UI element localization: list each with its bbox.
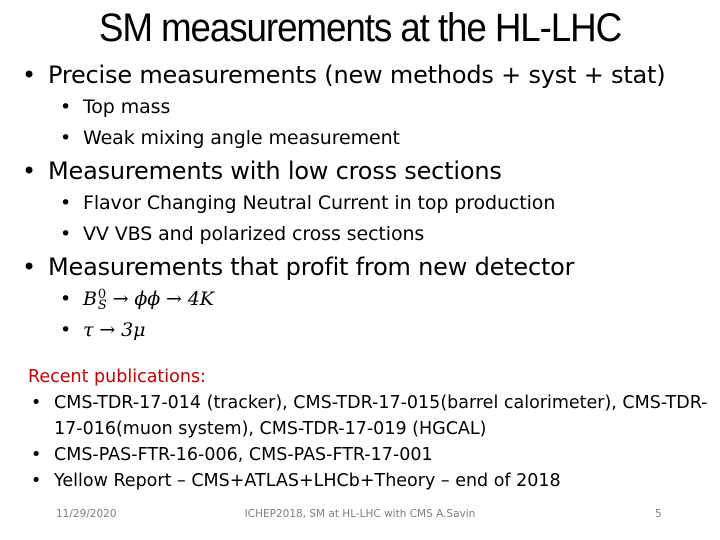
publication-text: CMS-TDR-17-014 (tracker), CMS-TDR-17-015(barrel calorimeter), CMS-TDR-17-016(muon system), CMS-TDR-17-019 (HGCAL) xyxy=(54,393,708,439)
bullet-dot: • xyxy=(60,319,72,341)
publication-item xyxy=(28,442,708,468)
tau-decay-formula: τ → 3μ xyxy=(83,319,146,341)
publication-text: Yellow Report – CMS+ATLAS+LHCb+Theory – end of 2018 xyxy=(54,471,561,491)
footer-page-number: 5 xyxy=(655,508,662,520)
bullet-list xyxy=(22,58,702,346)
publication-text: CMS-PAS-FTR-16-006, CMS-PAS-FTR-17-001 xyxy=(54,445,433,465)
sub-bullet-item xyxy=(22,92,702,123)
sub-bullet-text: Top mass xyxy=(83,96,171,118)
bullet-dot: • xyxy=(60,223,72,245)
bullet-dot: • xyxy=(22,61,36,89)
bullet-dot: • xyxy=(22,253,36,281)
bullet-dot: • xyxy=(31,471,42,491)
publication-item xyxy=(28,468,708,494)
footer-event: ICHEP2018, SM at HL-LHC with CMS A.Savin xyxy=(244,508,476,520)
footer-date: 11/29/2020 xyxy=(56,508,117,520)
publications-heading: Recent publications: xyxy=(28,367,206,387)
bullet-text: Precise measurements (new methods + syst + stat) xyxy=(48,61,666,89)
sub-bullet-item xyxy=(22,123,702,154)
bullet-item xyxy=(22,154,702,188)
sub-bullet-text: Weak mixing angle measurement xyxy=(83,127,400,149)
sub-bullet-item xyxy=(22,219,702,250)
formula-sup: 0 xyxy=(97,287,107,302)
sub-bullet-text: VV VBS and polarized cross sections xyxy=(83,223,425,245)
bullet-dot: • xyxy=(60,192,72,214)
bullet-dot: • xyxy=(31,445,42,465)
bullet-text: Measurements that profit from new detector xyxy=(48,253,575,281)
bullet-dot: • xyxy=(60,288,72,310)
sub-bullet-text: Flavor Changing Neutral Current in top production xyxy=(83,192,556,214)
bullet-text: Measurements with low cross sections xyxy=(48,157,502,185)
bs-decay-formula xyxy=(83,287,214,313)
formula-sub: S xyxy=(97,298,107,313)
sub-bullet-item xyxy=(22,188,702,219)
formula-item xyxy=(22,284,702,315)
publication-item xyxy=(28,390,708,442)
slide-title: SM measurements at the HL-LHC xyxy=(98,6,622,50)
formula-rest: → ϕϕ → 4K xyxy=(112,288,214,310)
publications-block xyxy=(28,364,708,494)
bullet-dot: • xyxy=(31,393,42,413)
bullet-dot: • xyxy=(22,157,36,185)
bullet-dot: • xyxy=(60,96,72,118)
bullet-item xyxy=(22,250,702,284)
formula-item xyxy=(22,315,702,346)
bullet-item xyxy=(22,58,702,92)
formula-base: B xyxy=(83,288,97,310)
bullet-dot: • xyxy=(60,127,72,149)
